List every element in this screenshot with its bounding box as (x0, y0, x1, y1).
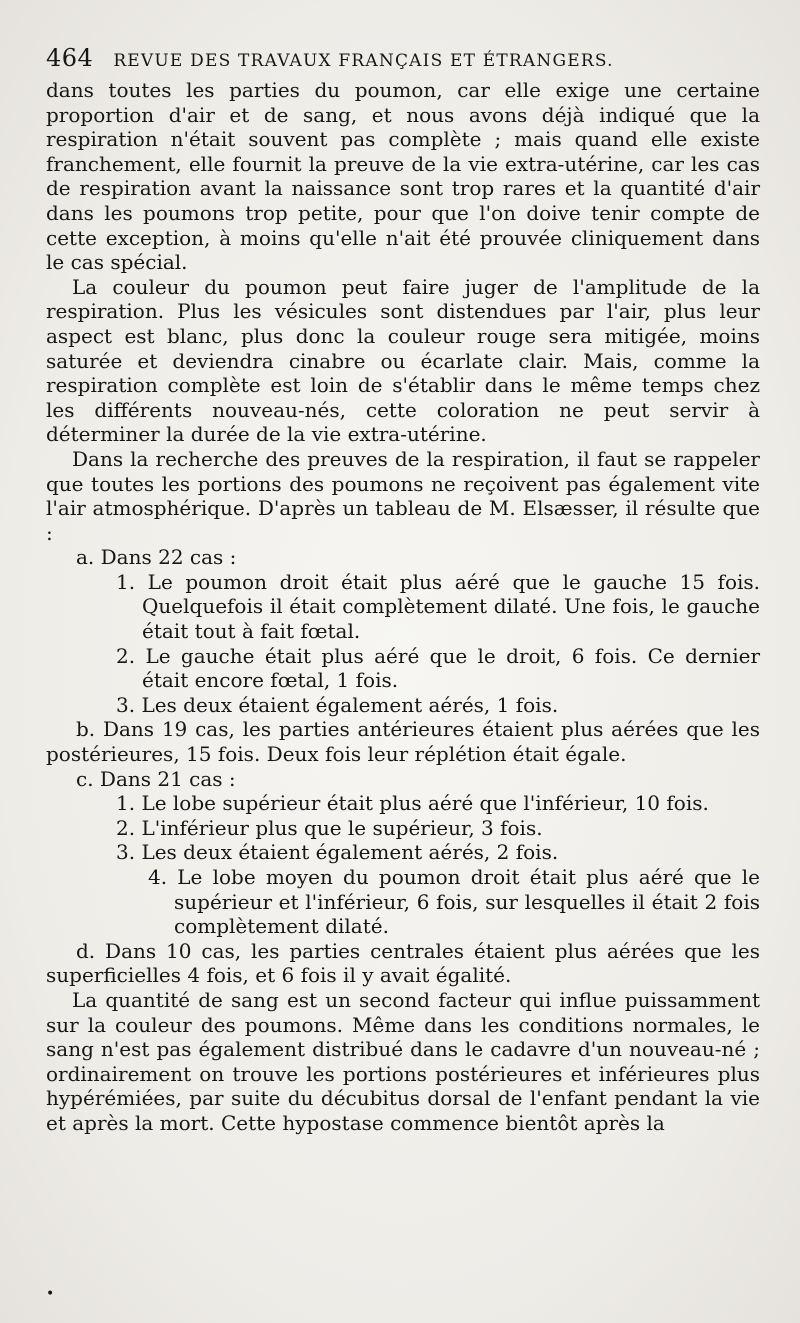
list-heading-c: c. Dans 21 cas : (76, 766, 236, 791)
list-item-c4: 4. Le lobe moyen du poumon droit était plus aéré que le supérieur et l'inférieur, 6 fois, sur lesquelles il était 2 fois complètement dilaté. (148, 865, 760, 939)
paragraph-blood-quantity: La quantité de sang est un second facteur qui influe puissamment sur la couleur des poumons. Même dans les conditions normales, le sang n'est pas également distribué dans le cadavre d'un nouveau-né ; ordinairement on trouve les portions postérieures et inférieures plus hypérémiées, par suite du décubitus dorsal de l'enfant pendant la vie et après la mort. Cette hypostase commence bientôt après la (46, 987, 760, 1135)
list-item-a2: 2. Le gauche était plus aéré que le droit, 6 fois. Ce dernier était encore fœtal, 1 fois. (116, 643, 760, 693)
page-header (46, 44, 760, 72)
list-item-d: d. Dans 10 cas, les parties centrales étaient plus aérées que les superficielles 4 fois, et 6 fois il y avait égalité. (46, 938, 760, 988)
body-text (46, 78, 760, 1136)
paragraph-lung-color: La couleur du poumon peut faire juger de l'amplitude de la respiration. Plus les vésicules sont distendues par l'air, plus leur aspect est blanc, plus donc la couleur rouge sera mitigée, moins saturée et deviendra cinabre ou écarlate clair. Mais, comme la respiration complète est loin de s'établir dans le même temps chez les différents nouveau-nés, cette coloration ne peut servir à déterminer la durée de la vie extra-utérine. (46, 274, 760, 447)
list-item-a3: 3. Les deux étaient également aérés, 1 fois. (116, 692, 559, 717)
list-item-b: b. Dans 19 cas, les parties antérieures étaient plus aérées que les postérieures, 15 fois. Deux fois leur réplétion était égale. (46, 717, 760, 767)
running-head: REVUE DES TRAVAUX FRANÇAIS ET ÉTRANGERS. (113, 51, 614, 71)
list-item-a1: 1. Le poumon droit était plus aéré que le gauche 15 fois. Quelquefois il était complètement dilaté. Une fois, le gauche était tout à fait fœtal. (116, 569, 760, 644)
list-item-c3: 3. Les deux étaient également aérés, 2 fois. (116, 840, 559, 865)
page-number: 464 (46, 44, 94, 72)
list-item-c1: 1. Le lobe supérieur était plus aéré que l'inférieur, 10 fois. (116, 791, 709, 816)
list-heading-a: a. Dans 22 cas : (76, 545, 237, 570)
list-item-c2: 2. L'inférieur plus que le supérieur, 3 fois. (116, 815, 543, 840)
paragraph-continuation: dans toutes les parties du poumon, car elle exige une certaine proportion d'air et de sang, et nous avons déjà indiqué que la respiration n'était souvent pas complète ; mais quand elle existe franchement, elle fournit la preuve de la vie extra-utérine, car les cas de respiration avant la naissance sont trop rares et la quantité d'air dans les poumons trop petite, pour que l'on doive tenir compte de cette exception, à moins qu'elle n'ait été prouvée cliniquement dans le cas spécial. (46, 78, 760, 275)
paragraph-respiration-proofs: Dans la recherche des preuves de la respiration, il faut se rappeler que toutes les portions des poumons ne reçoivent pas également vite l'air atmosphérique. D'après un tableau de M. Elsæsser, il résulte que : (46, 446, 760, 545)
footer-mark: • (46, 1286, 55, 1302)
